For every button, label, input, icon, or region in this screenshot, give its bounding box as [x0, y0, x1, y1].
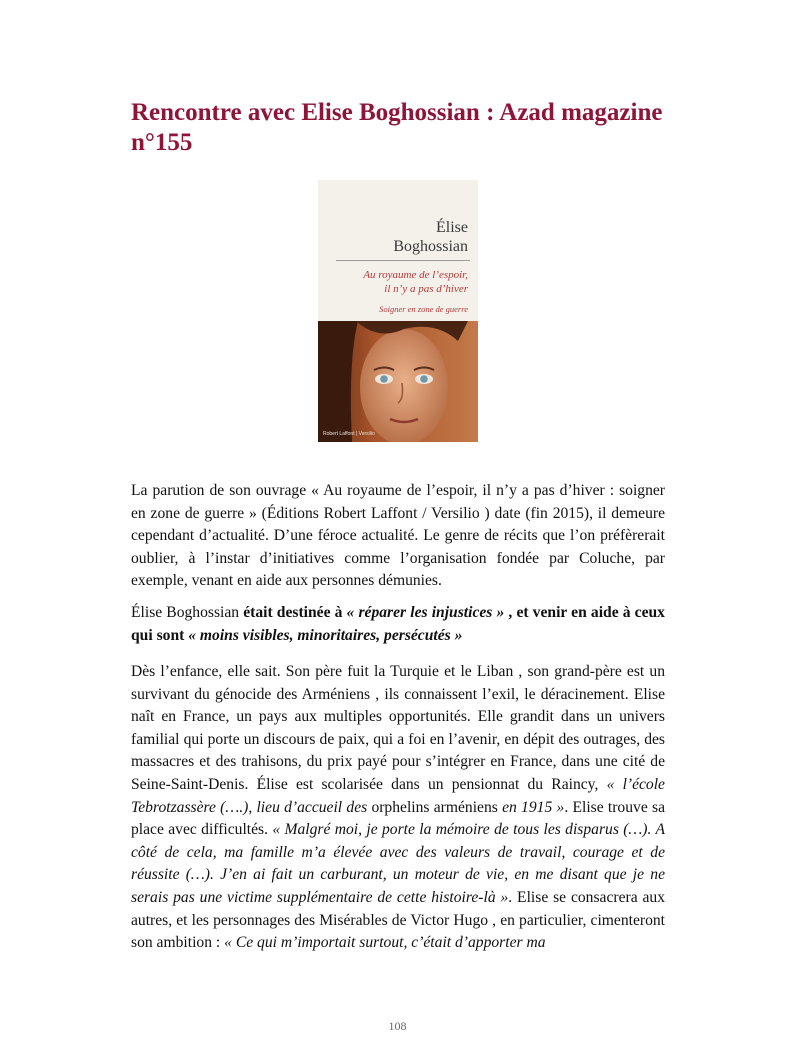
paragraph-2-quote-2: « moins visibles, minoritaires, persécutés » [188, 626, 463, 644]
cover-book-subtitle: Soigner en zone de guerre [379, 304, 468, 314]
paragraph-1: La parution de son ouvrage « Au royaume de l’espoir, il n’y a pas d’hiver : soigner en zone de guerre » (Éditions Robert Laffont / Versilio ) date (fin 2015), il demeure cependant d’actualité. D’une féroce actualité. Le genre de récits que l’on préfèrerait oublier, à l’instar d’initiatives comme l’organisation fondée par Coluche, par exemple, venant en aide aux personnes démunies. [131, 482, 665, 590]
paragraph-3 [131, 661, 665, 955]
cover-author [318, 218, 468, 256]
cover-author-last: Boghossian [393, 238, 468, 255]
cover-book-title-line-1: Au royaume de l’espoir, [363, 269, 468, 281]
paragraph-2-text-1: Élise Boghossian [131, 604, 244, 621]
page-number: 108 [388, 1019, 407, 1033]
paragraph-3-quote-4: « Ce qui m’importait surtout, c’était d’apporter ma [224, 934, 546, 952]
book-cover-image [318, 180, 478, 442]
paragraph-2-bold-2: , et venir en aide à ceux qui sont [131, 604, 665, 644]
paragraph-3-text-3: . Elise trouve sa place avec difficultés. [131, 798, 665, 839]
cover-author-first: Élise [436, 219, 468, 236]
paragraph-3-text-1: Dès l’enfance, elle sait. Son père fuit la Turquie et le Liban , son grand-père est un survivant du génocide des Arméniens , ils connaissent l’exil, le déracinement. Elise naît en France, un pays aux multiples opportunités. Elle grandit dans un univers familial qui porte un discours de paix, qui a foi en l’avenir, en dépit des outrages, des massacres et des trahisons, du prix payé pour s’intégrer en France, dans une cité de Seine-Saint-Denis. Élise est scolarisée dans un pensionnat du Raincy, [131, 663, 665, 793]
cover-publisher: Robert Laffont | Versilio [323, 431, 375, 437]
paragraph-2-bold-1: était destinée à [243, 604, 347, 621]
cover-divider [336, 260, 470, 261]
paragraph-3-text-2: orphelins arméniens [371, 798, 503, 816]
paragraph-3-quote-1: « l’école Tebrotzassère (….), lieu d’accueil des [131, 775, 665, 816]
article-title: Rencontre avec Elise Boghossian : Azad magazine n°155 [131, 99, 663, 156]
paragraph-2 [131, 602, 665, 647]
paragraph-2-quote-1: « réparer les injustices » [346, 604, 505, 621]
cover-portrait-photo [318, 321, 478, 442]
paragraph-3-quote-3: « Malgré moi, je porte la mémoire de tous les disparus (…). A côté de cela, ma famille m’a élevée avec des valeurs de travail, courage et de réussite (…). J’en ai fait un carburant, un moteur de vie, en me disant que je ne serais pas une victime supplémentaire de cette histoire-là » [131, 821, 665, 906]
cover-book-title-line-2: il n’y a pas d’hiver [384, 283, 468, 295]
paragraph-3-text-4: . Elise se consacrera aux autres, et les personnages des Misérables de Victor Hugo , en particulier, cimenteront son ambition : [131, 888, 665, 952]
paragraph-3-quote-2: en 1915 » [502, 798, 565, 816]
cover-book-title [318, 268, 468, 296]
